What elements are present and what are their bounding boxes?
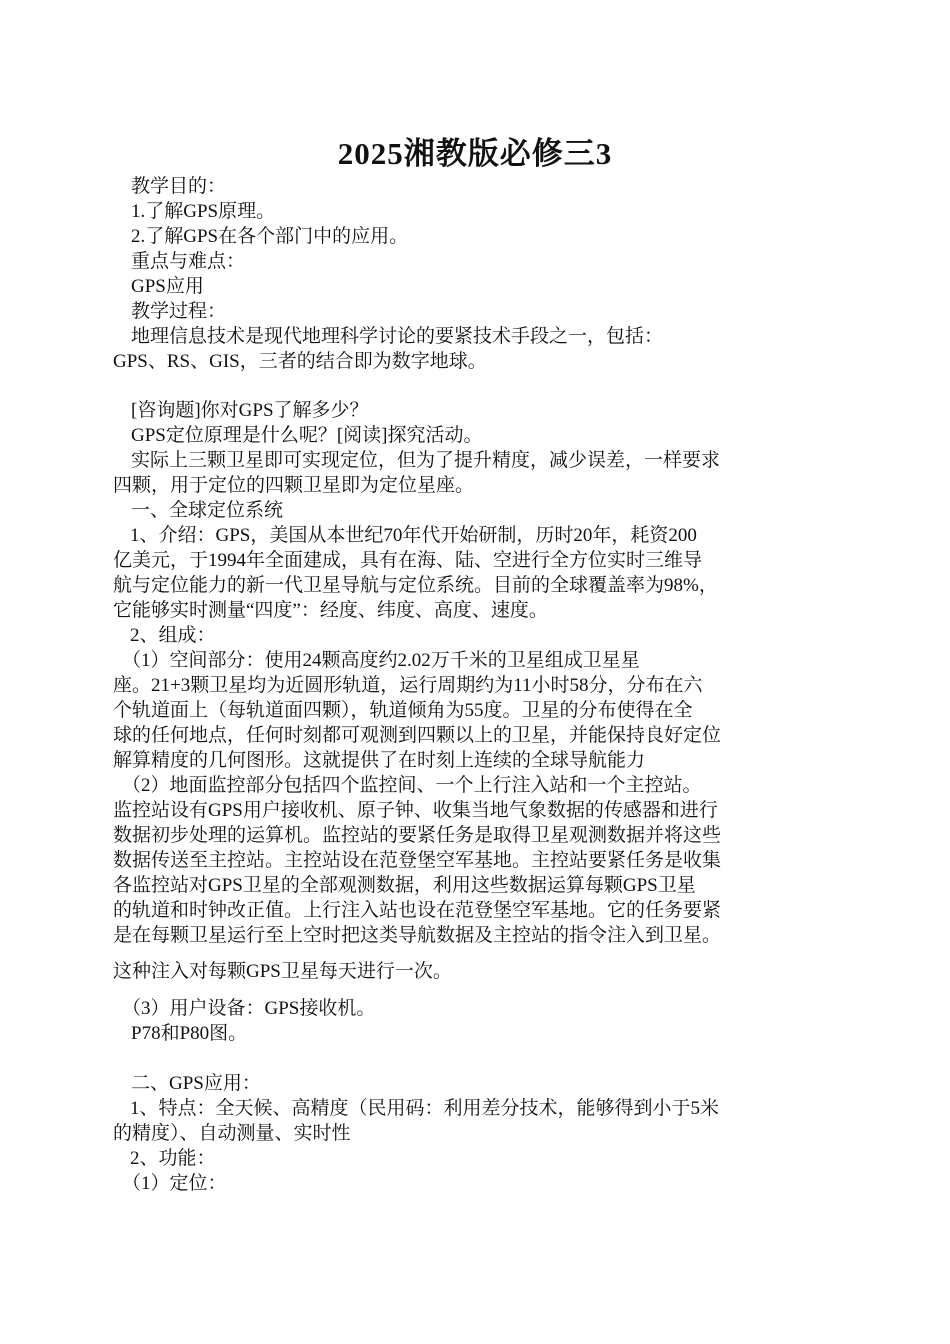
paragraph-line: （1）定位： <box>122 1173 227 1194</box>
paragraph-line: 地理信息技术是现代地理科学讨论的要紧技术手段之一，包括： <box>131 326 664 347</box>
paragraph-line: 数据传送至主控站。主控站设在范登堡空军基地。主控站要紧任务是收集 <box>113 850 722 871</box>
paragraph-line: 航与定位能力的新一代卫星导航与定位系统。目前的全球覆盖率为98%， <box>113 575 718 596</box>
paragraph-line: 的精度）、自动测量、实时性 <box>113 1123 351 1144</box>
paragraph-line: 教学过程： <box>131 301 227 322</box>
paragraph-line: 2、组成： <box>130 625 216 646</box>
paragraph-line: （2）地面监控部分包括四个监控间、一个上行注入站和一个主控站。 <box>122 775 702 796</box>
paragraph-line: 是在每颗卫星运行至上空时把这类导航数据及主控站的指令注入到卫星。 <box>113 925 722 946</box>
paragraph-line: 1.了解GPS原理。 <box>131 201 276 222</box>
paragraph-line: 监控站设有GPS用户接收机、原子钟、收集当地气象数据的传感器和进行 <box>113 800 718 821</box>
paragraph-line: 个轨道面上（每轨道面四颗），轨道倾角为55度。卫星的分布使得在全 <box>113 700 693 721</box>
paragraph-line: P78和P80图。 <box>131 1023 248 1044</box>
section-heading: 一、全球定位系统 <box>131 500 284 521</box>
paragraph-line: 2.了解GPS在各个部门中的应用。 <box>131 226 409 247</box>
paragraph-line: GPS定位原理是什么呢？[阅读]探究活动。 <box>131 425 483 446</box>
paragraph-line: 球的任何地点，任何时刻都可观测到四颗以上的卫星，并能保持良好定位 <box>113 725 722 746</box>
paragraph-line: （1）空间部分：使用24颗高度约2.02万千米的卫星组成卫星星 <box>122 650 640 671</box>
paragraph-line: 1、介绍：GPS，美国从本世纪70年代开始研制，历时20年，耗资200 <box>130 525 697 546</box>
paragraph-line: 解算精度的几何图形。这就提供了在时刻上连续的全球导航能力 <box>113 750 646 771</box>
paragraph-line: 数据初步处理的运算机。监控站的要紧任务是取得卫星观测数据并将这些 <box>113 825 722 846</box>
paragraph-line: GPS应用 <box>131 276 204 297</box>
paragraph-line: GPS、RS、GIS，三者的结合即为数字地球。 <box>113 351 487 372</box>
paragraph-line: [咨询题]你对GPS了解多少？ <box>131 400 369 421</box>
paragraph-line: 四颗，用于定位的四颗卫星即为定位星座。 <box>113 475 475 496</box>
paragraph-line: （3）用户设备：GPS接收机。 <box>122 998 376 1019</box>
paragraph-line: 重点与难点： <box>131 251 246 272</box>
paragraph-line: 的轨道和时钟改正值。上行注入站也设在范登堡空军基地。它的任务要紧 <box>113 900 722 921</box>
paragraph-line: 1、特点：全天候、高精度（民用码：利用差分技术，能够得到小于5米 <box>130 1098 720 1119</box>
paragraph-line: 座。21+3颗卫星均为近圆形轨道，运行周期约为11小时58分，分布在六 <box>113 675 703 696</box>
paragraph-line: 这种注入对每颗GPS卫星每天进行一次。 <box>113 961 452 982</box>
section-heading: 二、GPS应用： <box>131 1073 261 1094</box>
paragraph-line: 教学目的： <box>131 176 227 197</box>
paragraph-line: 实际上三颗卫星即可实现定位，但为了提升精度，减少误差，一样要求 <box>131 450 721 471</box>
paragraph-line: 各监控站对GPS卫星的全部观测数据，利用这些数据运算每颗GPS卫星 <box>113 875 696 896</box>
paragraph-line: 它能够实时测量“四度”：经度、纬度、高度、速度。 <box>113 600 548 621</box>
paragraph-line: 亿美元，于1994年全面建成，具有在海、陆、空进行全方位实时三维导 <box>113 550 703 571</box>
document-title: 2025湘教版必修三3 <box>337 136 613 171</box>
paragraph-line: 2、功能： <box>130 1148 216 1169</box>
